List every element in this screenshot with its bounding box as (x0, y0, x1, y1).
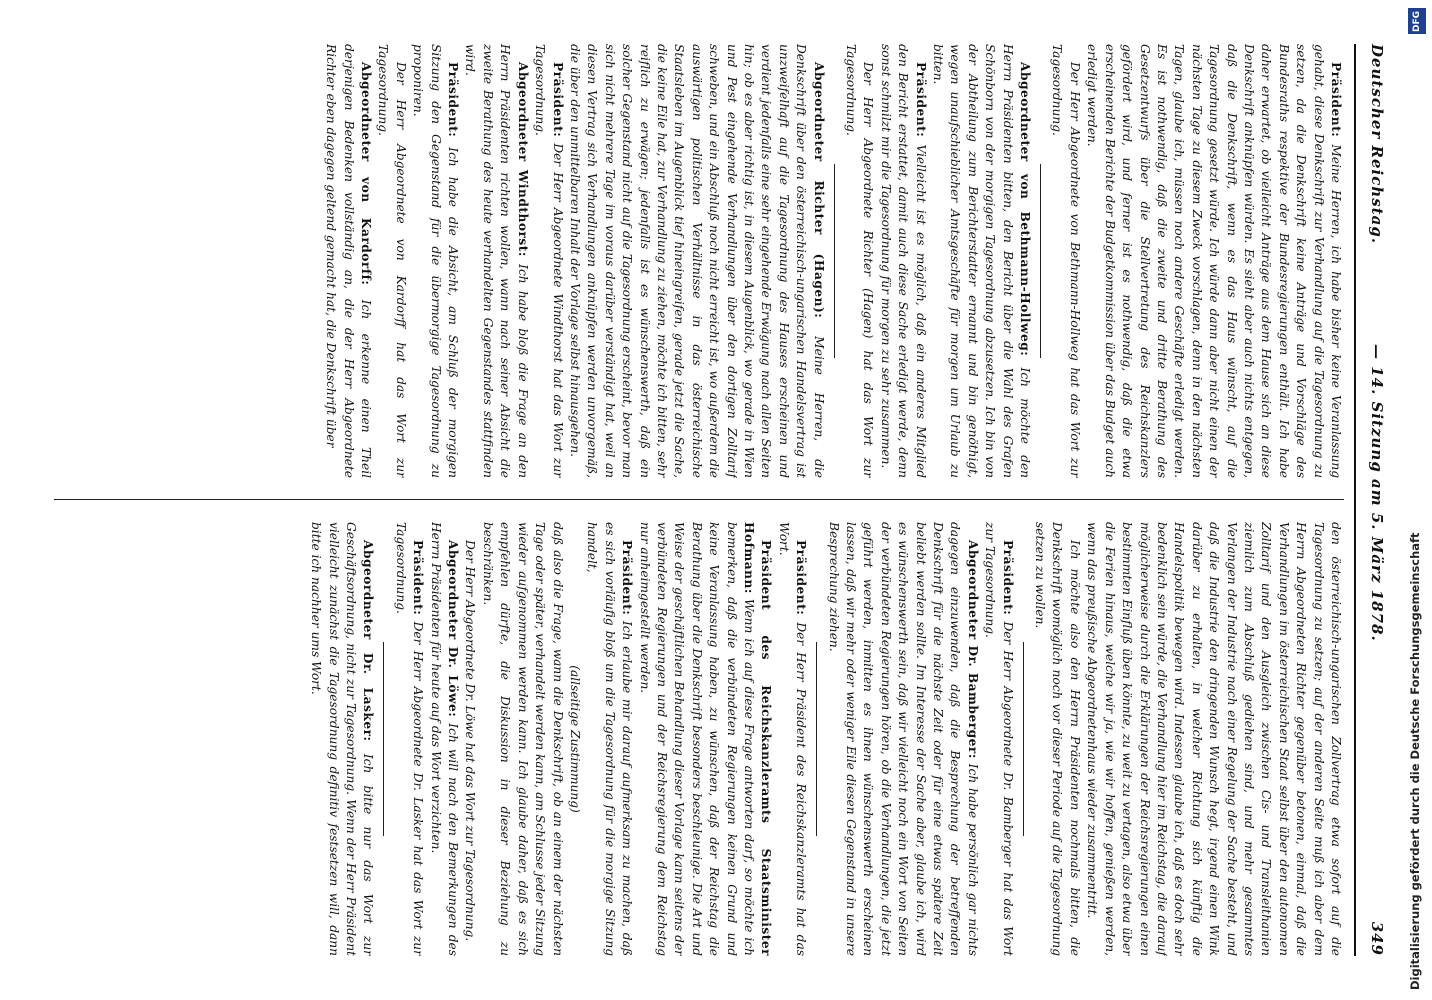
section-divider (383, 642, 384, 836)
paragraph: Präsident: Der Herr Abgeordnete Dr. Bamberger hat das Wort zur Tagesordnung. (983, 522, 1015, 956)
speaker-name: Präsident: (411, 540, 426, 616)
paragraph: Abgeordneter Dr. Lasker: Ich bitte nur das Wort zur Geschäftsordnung, nicht zur Tagesordnung. Wenn der Herr Präsident vielleicht zunächst die Tagesordnung definitiv festsetzen will, dann bitte ich nachher ums Wort. (309, 522, 376, 956)
paragraph: daß also die Frage, wann die Denkschrift, ob an einem der nächsten Tage oder später, verhandelt werden kann, am Schlusse jeder Sitzung wieder aufgenommen werden kann. Ich glaube daher, daß es sich empfehlen dürfte, die Diskussion in dieser Beziehung zu beschränken. (480, 522, 565, 956)
paragraph: Der Herr Abgeordnete Richter (Hagen) hat das Wort zur Tagesordnung. (844, 44, 876, 478)
paragraph: Ich möchte also den Herrn Präsidenten nochmals bitten, die Denkschrift womöglich noch vor dieser Periode auf die Tagesordnung setzen zu wollen. (1033, 522, 1082, 956)
speaker-name: Präsident des Reichskanzleramts Staatsminister Hofmann: (742, 522, 774, 956)
header-rule (1354, 44, 1356, 956)
paragraph: Der Herr Abgeordnete Dr. Löwe hat das Wort zur Tagesordnung. (463, 540, 478, 942)
paragraph: Abgeordneter von Bethmann-Hollweg: Ich möchte den Herrn Präsidenten bitten, den Bericht über die Wahl des Grafen Schönborn von der morgigen Tagesordnung abzusetzen. Ich bin von der Abtheilung zum Berichterstatter ernannt und bin genöthigt, wegen unaufschieblicher Amtsgeschäfte für morgen um Urlaub zu bitten. (931, 44, 1033, 478)
speaker-name: Abgeordneter Dr. Löwe: (446, 540, 461, 718)
speaker-name: Präsident: (1329, 62, 1343, 138)
section-divider (1040, 164, 1041, 358)
funding-credit (1404, 0, 1432, 1000)
speaker-name: Präsident: (446, 62, 461, 138)
speaker-name: Abgeordneter Windthorst: (515, 62, 530, 257)
section-divider (1023, 642, 1024, 836)
credit-text: Digitalisierung gefördert durch die Deutsche Forschungsgemeinschaft (1408, 532, 1422, 990)
running-title: Deutscher Reichstag. (1368, 44, 1386, 245)
speaker-name: Präsident: (620, 540, 635, 616)
speaker-name: Abgeordneter Dr. Lasker: (361, 540, 376, 742)
paragraph: Abgeordneter Richter (Hagen): Meine Herren, die Denkschrift über den österreichisch-ungarischen Handelsvertrag ist unzweifelhaft auf die Tagesordnung des Hauses erscheinen und verdient jedenfalls eine sehr eingehende Erwägung nach allen Seiten hin; ob es aber richtig ist, in diesem Augenblick, wo gerade in Wien und Pest eingehende Verhandlungen über den dortigen Zolltarif schweben, und ein Abschluß noch nicht erreicht ist, wo außerdem die auswärtigen politischen Verhältnisse in das österreichische Staatsleben im Augenblick tief hineingreifen, gerade jetzt die Sache, die keine Eile hat, zur Verhandlung zu ziehen, möchte ich bitten, sehr reiflich zu erwägen; jedenfalls ist es wünschenswerth, daß ein solcher Gegenstand nicht auf die Tagesordnung erscheint, bevor man sich nicht mehrere Tage im voraus darüber verständigt hat, weil an diesen Vertrag sich Verhandlungen anknüpfen werden unvorgemäß, die über den unmittelbaren Inhalt der Vorlage selbst hinausgehen. (567, 44, 826, 478)
paragraph: Präsident: Meine Herren, ich habe bisher keine Veranlassung gehabt, diese Denkschrift zur Verhandlung auf die Tagesordnung zu setzen, da die Denkschrift keine Anträge und Vorschläge des Bundesraths respektive der Bundesregierungen enthält. Ich habe daher erwartet, ob vielleicht Anträge aus dem Hause sich an diese Denkschrift anknüpfen würden. Es sieht aber auch nichts entgegen, daß die Denkschrift, wenn es das Haus wünscht, auf die Tagesordnung gesetzt würde. Ich würde dann aber nicht einen der nächsten Tage zu diesem Zweck vorschlagen, denn in den nächsten Tagen, glaube ich, müssen noch andere Geschäfte erledigt werden. Es ist nothwendig, daß die zweite und dritte Berathung des Gesetzentwurfs über die Stellvertretung des Reichskanzlers gefördert wird, und ferner ist es nothwendig, daß die etwa erscheinenden Berichte der Budgetkommission über das Budget auch erledigt werden. (1085, 44, 1343, 478)
paragraph: Präsident: Der Herr Abgeordnete Windthorst hat das Wort zur Tagesordnung. (533, 44, 565, 478)
paragraph: Der Herr Abgeordnete von Bethmann-Hollweg hat das Wort zur Tagesordnung. (1050, 44, 1082, 478)
paragraph: Präsident: Vielleicht ist es möglich, daß ein anderes Mitglied den Bericht erstattet, damit auch diese Sache erledigt werde, denn sonst schmilzt mir die Tagesordnung für morgen zu sehr zusammen. (878, 44, 928, 478)
section-divider (834, 164, 835, 358)
paragraph: Abgeordneter Dr. Bamberger: Ich habe persönlich gar nichts dagegen einzuwenden, daß die Besprechung der betreffenden Denkschrift für die nächste Zeit oder für eine etwas spätere Zeit beliebt werden sollte. Im Interesse der Sache aber, glaube ich, wird es wünschenswerth sein, daß wir vielleicht noch ein Wort von Seiten der verbündeten Regierungen hören, ob die Verhandlungen, die jetzt geführt werden, inmitten es ihnen wünschenswerth erscheinen lassen, daß wir mehr oder weniger Eile diesen Gegenstand in unsere Besprechung ziehen. (826, 522, 980, 956)
scanned-page (40, 20, 1400, 980)
session-date: — 14. Sitzung am 5. März 1878. (1368, 344, 1386, 642)
paragraph: den österreichisch-ungarischen Zollvertrag etwa sofort auf die Tagesordnung zu setzen; auf der anderen Seite muß ich aber dem Herrn Abgeordneten Richter gegenüber betonen, einmal, daß die Verhandlungen im österreichischen Staat selbst über den autonomen Zolltarif und den Ausgleich zwischen Cis- und Transleithanien ziemlich zum Abschluß gediehen sind, und mehr gesammtes Verlangen der Industrie nach einer Regelung der Sache besteht, und daß die Industrie den dringenden Wunsch hegt, irgend einen Wink darüber zu erhalten, in welcher Richtung sich künftig die Handelspolitik bewegen wird. Indessen glaube ich, daß es doch sehr bedenklich sein würde, die Verhandlung hier im Reichstag, die darauf möglicherweise durch die Erklärungen der Reichsregierungen einen bestimmten Einfluß üben könnte, zu weit zu vertagen, also etwa über die Ferien hinaus, welche wir ja, wie wir hoffen, genießen werden, wenn das preußische Abgeordnetenhaus wieder zusammentritt. (1085, 522, 1343, 956)
speaker-name: Präsident: (550, 62, 565, 138)
speaker-name: Präsident: (794, 540, 809, 616)
dfg-logo-icon: DFG (1408, 8, 1426, 34)
paragraph: Der Herr Abgeordnete von Kardorff hat das Wort zur Tagesordnung. (376, 44, 408, 478)
speaker-name: Präsident: (913, 62, 928, 138)
speaker-name: Präsident: (1000, 540, 1015, 616)
paragraph: Präsident: Ich habe die Absicht, am Schluß der morgigen Sitzung den Gegenstand für die übermorgige Tagesordnung zu proponiren. (411, 44, 461, 478)
paragraph: Präsident: Der Herr Abgeordnete Dr. Lasker hat das Wort zur Tagesordnung. (393, 522, 426, 956)
interjection: (allseitige Zustimmung) (567, 665, 582, 813)
speaker-name: Abgeordneter Richter (Hagen): (811, 62, 826, 319)
column-divider (54, 499, 1344, 500)
right-column (54, 522, 1344, 956)
speaker-name: Abgeordneter von Kardorff: (359, 62, 374, 286)
paragraph: Abgeordneter Windthorst: Ich habe bloß die Frage an den Herrn Präsidenten richten wollen, wann nach seiner Absicht die zweite Berathung des heute verhandelten Gegenstandes stattfinden wird. (463, 44, 530, 478)
paragraph: Präsident des Reichskanzleramts Staatsminister Hofmann: Wenn ich auf diese Frage antworten darf, so möchte ich bemerken, daß die verbündeten Regierungen keinen Grund und keine Veranlassung haben, zu wünschen, daß der Reichstag die Berathung über die Denkschrift besonders beschleunige. Die Art und Weise der geschäftlichen Behandlung dieser Vorlage kann seitens der verbündeten Regierungen und der Reichsregierung dem Reichstag nur anheimgestellt werden. (637, 522, 774, 956)
rotated-page-content (40, 20, 1400, 980)
left-column (54, 44, 1344, 478)
speaker-name: Abgeordneter von Bethmann-Hollweg: (1018, 62, 1033, 357)
section-divider (816, 642, 817, 836)
paragraph: Abgeordneter Dr. Löwe: Ich will nach den Bemerkungen des Herrn Präsidenten für heute auf das Wort verzichten. (428, 522, 461, 956)
speaker-name: Abgeordneter Dr. Bamberger: (965, 540, 980, 759)
paragraph: Präsident: Ich erlaube mir darauf aufmerksam zu machen, daß es sich vorläufig bloß um die Tagesordnung für die morgige Sitzung handelt, (585, 522, 635, 956)
page-number: 349 (1368, 921, 1386, 956)
paragraph: Abgeordneter von Kardorff: Ich erkenne einen Theil derjenigen Bedenken vollständig an, die der Herr Abgeordnete Richter eben dagegen geltend gemacht hat, die Denkschrift über (324, 44, 374, 478)
page-header (1356, 44, 1392, 956)
paragraph: Präsident: Der Herr Präsident des Reichskanzleramts hat das Wort. (776, 522, 809, 956)
